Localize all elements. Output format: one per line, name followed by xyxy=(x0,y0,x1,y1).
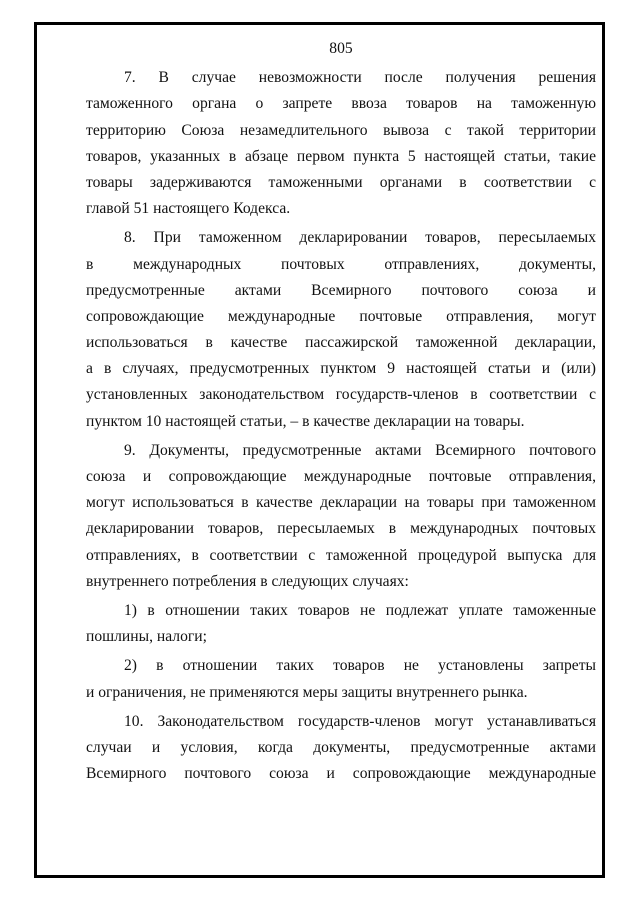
text-line: 9. Документы, предусмотренные актами Всемирного почтового xyxy=(124,441,596,459)
text-line: товары задерживаются таможенными органами в соответствии с xyxy=(86,173,596,191)
text-line: а в случаях, предусмотренных пунктом 9 настоящей статьи и (или) xyxy=(86,360,596,378)
text-line: Всемирного почтового союза и сопровождающие международные xyxy=(86,765,596,783)
text-line: союза и сопровождающие международные почтовые отправления, xyxy=(86,468,596,486)
text-line: пошлины, налоги; xyxy=(86,628,207,646)
text-line: 7. В случае невозможности после получения решения xyxy=(124,69,596,87)
list-item-1 xyxy=(86,598,596,650)
text-line: 8. При таможенном декларировании товаров, пересылаемых xyxy=(124,229,596,247)
paragraph-10 xyxy=(86,709,596,788)
text-line: могут использоваться в качестве декларации на товары при таможенном xyxy=(86,494,596,512)
paragraph-7 xyxy=(86,65,596,222)
paragraph-9 xyxy=(86,438,596,595)
list-item-2 xyxy=(86,653,596,705)
text-line: предусмотренные актами Всемирного почтового союза и xyxy=(86,281,596,299)
text-line: декларировании товаров, пересылаемых в международных почтовых xyxy=(86,520,596,538)
text-line: главой 51 настоящего Кодекса. xyxy=(86,200,291,218)
text-line: пунктом 10 настоящей статьи, – в качестве декларации на товары. xyxy=(86,412,525,430)
page-number: 805 xyxy=(329,40,353,57)
text-line: таможенного органа о запрете ввоза товаров на таможенную xyxy=(86,95,596,113)
text-line: сопровождающие международные почтовые отправления, могут xyxy=(86,307,596,325)
text-line: использоваться в качестве пассажирской таможенной декларации, xyxy=(86,334,596,352)
text-line: случаи и условия, когда документы, предусмотренные актами xyxy=(86,738,596,756)
text-line: территорию Союза незамедлительного вывоза с такой территории xyxy=(86,121,596,139)
document-page xyxy=(86,36,596,787)
text-line: 2) в отношении таких товаров не установлены запреты xyxy=(124,657,596,675)
text-line: установленных законодательством государств-членов в соответствии с xyxy=(86,386,596,404)
text-line: в международных почтовых отправлениях, документы, xyxy=(86,255,596,273)
text-line: и ограничения, не применяются меры защиты внутреннего рынка. xyxy=(86,683,528,701)
text-line: 1) в отношении таких товаров не подлежат уплате таможенные xyxy=(124,601,596,619)
text-line: отправлениях, в соответствии с таможенной процедурой выпуска для xyxy=(86,546,596,564)
text-line: внутреннего потребления в следующих случаях: xyxy=(86,572,409,590)
paragraph-8 xyxy=(86,225,596,435)
text-line: товаров, указанных в абзаце первом пункта 5 настоящей статьи, такие xyxy=(86,147,596,165)
text-line: 10. Законодательством государств-членов могут устанавливаться xyxy=(124,712,596,730)
